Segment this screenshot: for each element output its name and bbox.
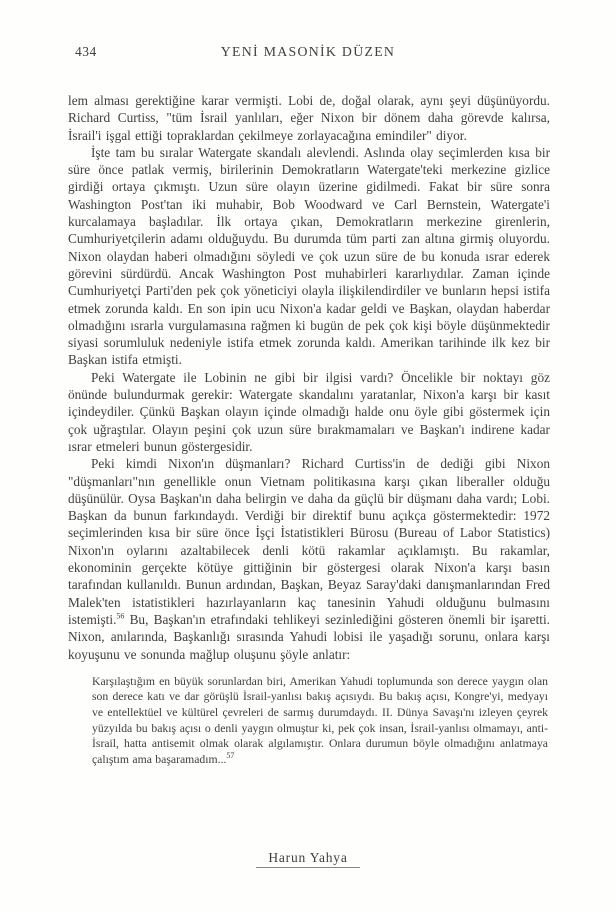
paragraph: Peki kimdi Nixon'ın düşmanları? Richard Curtiss'in de dediği gibi Nixon "düşmanları"nın genellikle onun Vietnam politikasına karşı çıkan liberaller olduğu düşünülür. Oysa Başkan'ın daha belirgin ve daha da güçlü bir düşmanı daha vardı; Lobi. Başkan da bunun farkındaydı. Verdiği bir direktif bunu açıkça göstermektedir: 1972 seçimlerinden kısa bir süre önce İşçi İstatistikleri Bürosu (Bureau of Labor Statistics) Nixon'ın oylarını azaltabilecek denli kötü rakamlar açıklamıştı. Bu rakamlar, ekonominin gerçekte kötüye gittiğinin bir göstergesi olarak Nixon'a karşı basın tarafından kullanıldı. Bunun ardından, Başkan, Beyaz Saray'daki danışmanlarından Fred Malek'ten istatistikleri hazırlayanların kaç tanesinin Yahudi olduğunu bulmasını istemişti.$^{56}$ Bu, Başkan'ın etrafındaki tehlikeyi sezinlediğini gösteren önemli bir işaretti. Nixon, anılarında, Başkanlığı sırasında Yahudi lobisi ile yaşadığı sorunu, onlara karşı koyuşunu ve sonunda mağlup oluşunu şöyle anlatır: [68, 456, 550, 662]
page-header-title: YENİ MASONİK DÜZEN [220, 44, 396, 59]
paragraph: İşte tam bu sıralar Watergate skandalı alevlendi. Aslında olay seçimlerden kısa bir süre önce patlak vermiş, birilerinin Demokratların Watergate'teki merkezine gizlice girdiği ortaya çıkmıştı. Uzun süre olayın üzerine gidilmedi. Fakat bir süre sonra Washington Post'tan iki muhabir, Bob Woodward ve Carl Bernstein, Watergate'i kurcalamaya başladılar. İlk ortaya çıkan, Demokratların merkezine girenlerin, Cumhuriyetçilerin adamı olduğuydu. Bu durumda tüm parti zan altına girmiş oluyordu. Nixon olaydan haberi olmadığını söyledi ve çok uzun süre de bu konuda ısrar ederek görevini sürdürdü. Ancak Washington Post muhabirleri kararlıydılar. Zaman içinde Cumhuriyetçi Parti'den pek çok yöneticiyi olayla ilişkilendirdiler ve bunların hepsi istifa etmek zorunda kaldı. En son ipin ucu Nixon'a kadar geldi ve Başkan, olaydan haberdar olmadığını ısrarla vurgulamasına rağmen ki bugün de pek çok kişi böyle düşünmektedir siyasi sorumluluk nedeniyle istifa etmek zorunda kaldı. Amerikan tarihinde ilk kez bir Başkan istifa etmişti. [68, 144, 550, 368]
footnote-marker: 57 [226, 750, 235, 760]
block-quote: Karşılaştığım en büyük sorunlardan biri, Amerikan Yahudi toplumunda son derece yaygın olan son derece katı ve dar görüşlü İsrail-yanlısı bakış açısıydı. Bu bakış açısı, Kongre'yi, medyayı ve entellektüel ve kültürel çevreleri de sarmış durumdaydı. II. Dünya Savaşı'nı izleyen çeyrek yüzyılda bu bakış açısı o denli yaygın olmuştur ki, pek çok insan, İsrail-yanlısı olmamayı, anti-İsrail, hatta antisemit olmak olarak algılamıştır. Onlara durumun böyle olmadığını anlatmaya çalıştım ama başaramadım...$^{57}$ [92, 674, 548, 766]
paragraph: lem alması gerektiğine karar vermişti. Lobi de, doğal olarak, aynı şeyi düşünüyordu. Richard Curtiss, "tüm İsrail yanlıları, eğer Nixon bir dönem daha görevde kalırsa, İsrail'i işgal ettiği topraklardan çekilmeye zorlayacağına emindiler" diyor. [68, 93, 550, 143]
paragraph: Peki Watergate ile Lobinin ne gibi bir ilgisi vardı? Öncelikle bir noktayı göz önünde bulundurmak gerekir: Watergate skandalını yaratanlar, Nixon'a karşı bir kasıt içindeydiler. Çünkü Başkan olayın içinde olmadığı halde onu öyle gibi göstermek için çok uğraştılar. Olayın peşini çok uzun süre bırakmamaları ve Başkan'ı indirene kadar ısrar etmeleri bunun göstergesidir. [68, 369, 550, 454]
page-body [68, 92, 550, 767]
footer-author-name: Harun Yahya [256, 850, 359, 868]
footnote-marker: 56 [116, 611, 125, 621]
page-number: 434 [75, 44, 97, 59]
page-header [0, 44, 616, 64]
page-footer [0, 849, 616, 868]
